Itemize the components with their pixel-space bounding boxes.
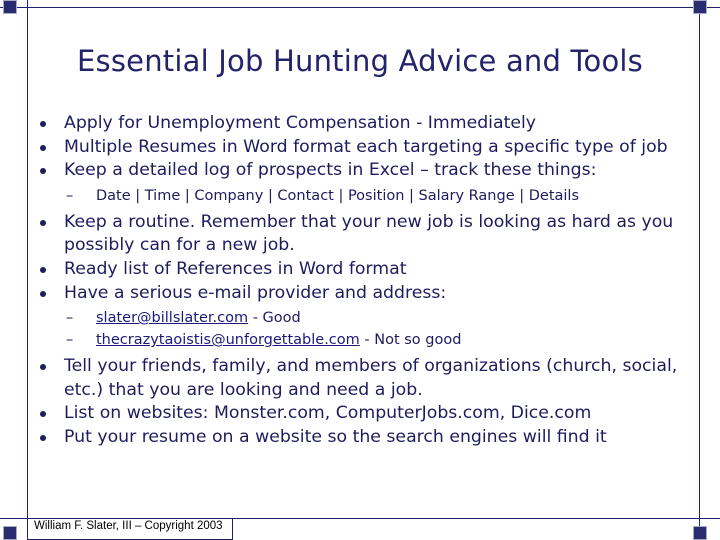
email-link-bad[interactable]: thecrazytaoistis@unforgettable.com	[96, 332, 360, 349]
dash-icon: –	[66, 310, 74, 327]
sub-item-email-good: – slater@billslater.com - Good	[40, 307, 704, 329]
corner-top-left	[3, 0, 17, 14]
slide-body	[40, 112, 704, 450]
bullet-item: List on websites: Monster.com, ComputerJobs.com, Dice.com	[40, 402, 704, 426]
border-left	[27, 0, 28, 540]
bullet-item: Have a serious e-mail provider and address:	[40, 282, 704, 306]
bullet-item: Put your resume on a website so the search engines will find it	[40, 426, 704, 450]
bullet-item: Keep a detailed log of prospects in Excel – track these things:	[40, 159, 704, 183]
bullet-dot-icon	[40, 220, 46, 226]
corner-bottom-right	[693, 526, 707, 540]
bullet-item: Apply for Unemployment Compensation - Immediately	[40, 112, 704, 136]
slide-title: Essential Job Hunting Advice and Tools	[77, 44, 643, 78]
bullet-item: Ready list of References in Word format	[40, 258, 704, 282]
corner-bottom-left	[3, 526, 17, 540]
sub-item-email-bad: – thecrazytaoistis@unforgettable.com - Not so good	[40, 329, 704, 351]
bullet-dot-icon	[40, 121, 46, 127]
bullet-item: Multiple Resumes in Word format each targeting a specific type of job	[40, 136, 704, 160]
email-link-good[interactable]: slater@billslater.com	[96, 310, 249, 327]
footer-copyright: William F. Slater, III – Copyright 2003	[34, 520, 223, 532]
bullet-dot-icon	[40, 168, 46, 174]
bullet-item: Tell your friends, family, and members of organizations (church, social, etc.) that you are looking and need a job.	[40, 355, 704, 402]
bullet-dot-icon	[40, 291, 46, 297]
bullet-dot-icon	[40, 267, 46, 273]
bullet-dot-icon	[40, 435, 46, 441]
bullet-item: Keep a routine. Remember that your new job is looking as hard as you possibly can for a new job.	[40, 211, 704, 258]
sub-item-log-fields: – Date | Time | Company | Contact | Position | Salary Range | Details	[40, 185, 704, 207]
dash-icon: –	[66, 187, 74, 204]
bullet-dot-icon	[40, 145, 46, 151]
bullet-dot-icon	[40, 411, 46, 417]
border-top	[0, 7, 720, 8]
corner-top-right	[693, 0, 707, 14]
bullet-dot-icon	[40, 364, 46, 370]
dash-icon: –	[66, 332, 74, 349]
